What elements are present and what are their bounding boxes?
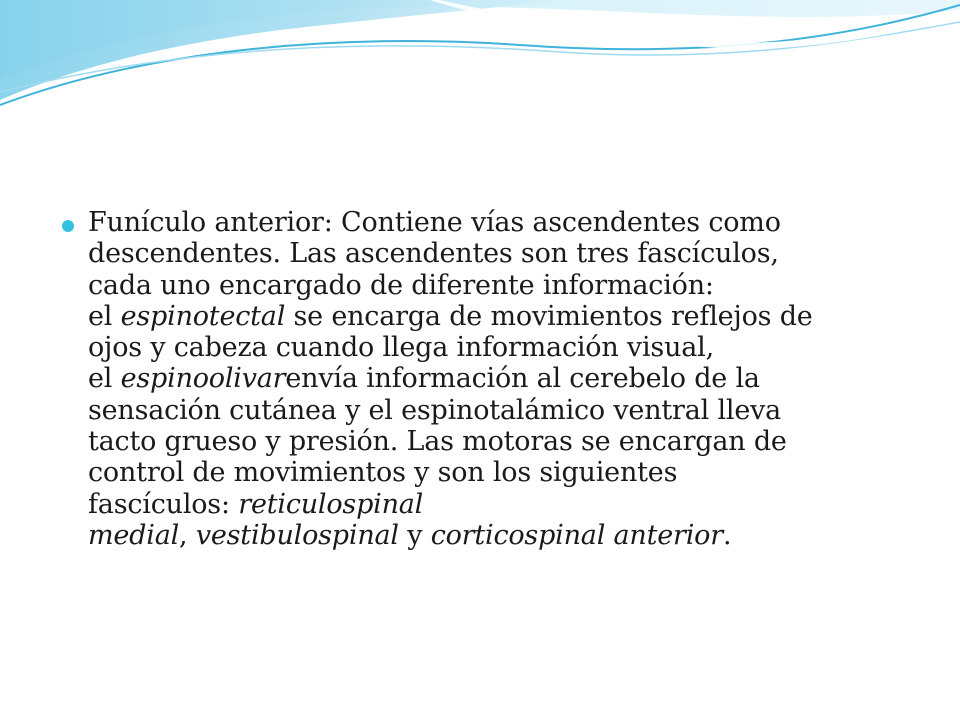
text-fragment: se encarga de movimientos reflejos de xyxy=(285,300,813,332)
text-line: ojos y cabeza cuando llega información visual, xyxy=(88,332,714,364)
text-fragment: el xyxy=(88,363,121,395)
bullet-text xyxy=(88,207,882,551)
term-reticulospinal: reticulospinal xyxy=(238,488,424,520)
wave-header-decoration xyxy=(0,0,960,120)
term-espinoolivar: espinoolivar xyxy=(120,363,286,395)
text-line: tacto grueso y presión. Las motoras se encargan de xyxy=(88,426,787,458)
text-line: descendentes. Las ascendentes son tres fascículos, xyxy=(88,238,779,270)
term-corticospinal-anterior: corticospinal anterior xyxy=(430,519,723,551)
term-vestibulospinal: vestibulospinal xyxy=(195,519,399,551)
content-area xyxy=(62,207,882,551)
term-medial: medial xyxy=(88,519,180,551)
text-fragment: . xyxy=(722,519,732,551)
text-fragment: el xyxy=(88,300,121,332)
text-line: Funículo anterior: Contiene vías ascendentes como xyxy=(88,207,781,238)
term-espinotectal: espinotectal xyxy=(120,300,286,332)
text-line: sensación cutánea y el espinotalámico ventral lleva xyxy=(88,394,782,426)
text-fragment: envía información al cerebelo de la xyxy=(285,363,760,395)
text-line: cada uno encargado de diferente información: xyxy=(88,269,714,301)
bullet-item xyxy=(62,207,882,551)
text-fragment: , xyxy=(179,519,196,551)
text-fragment: y xyxy=(398,519,431,551)
text-line: control de movimientos y son los siguientes xyxy=(88,457,678,489)
bullet-dot-icon xyxy=(62,220,74,232)
text-fragment: fascículos: xyxy=(88,488,239,520)
